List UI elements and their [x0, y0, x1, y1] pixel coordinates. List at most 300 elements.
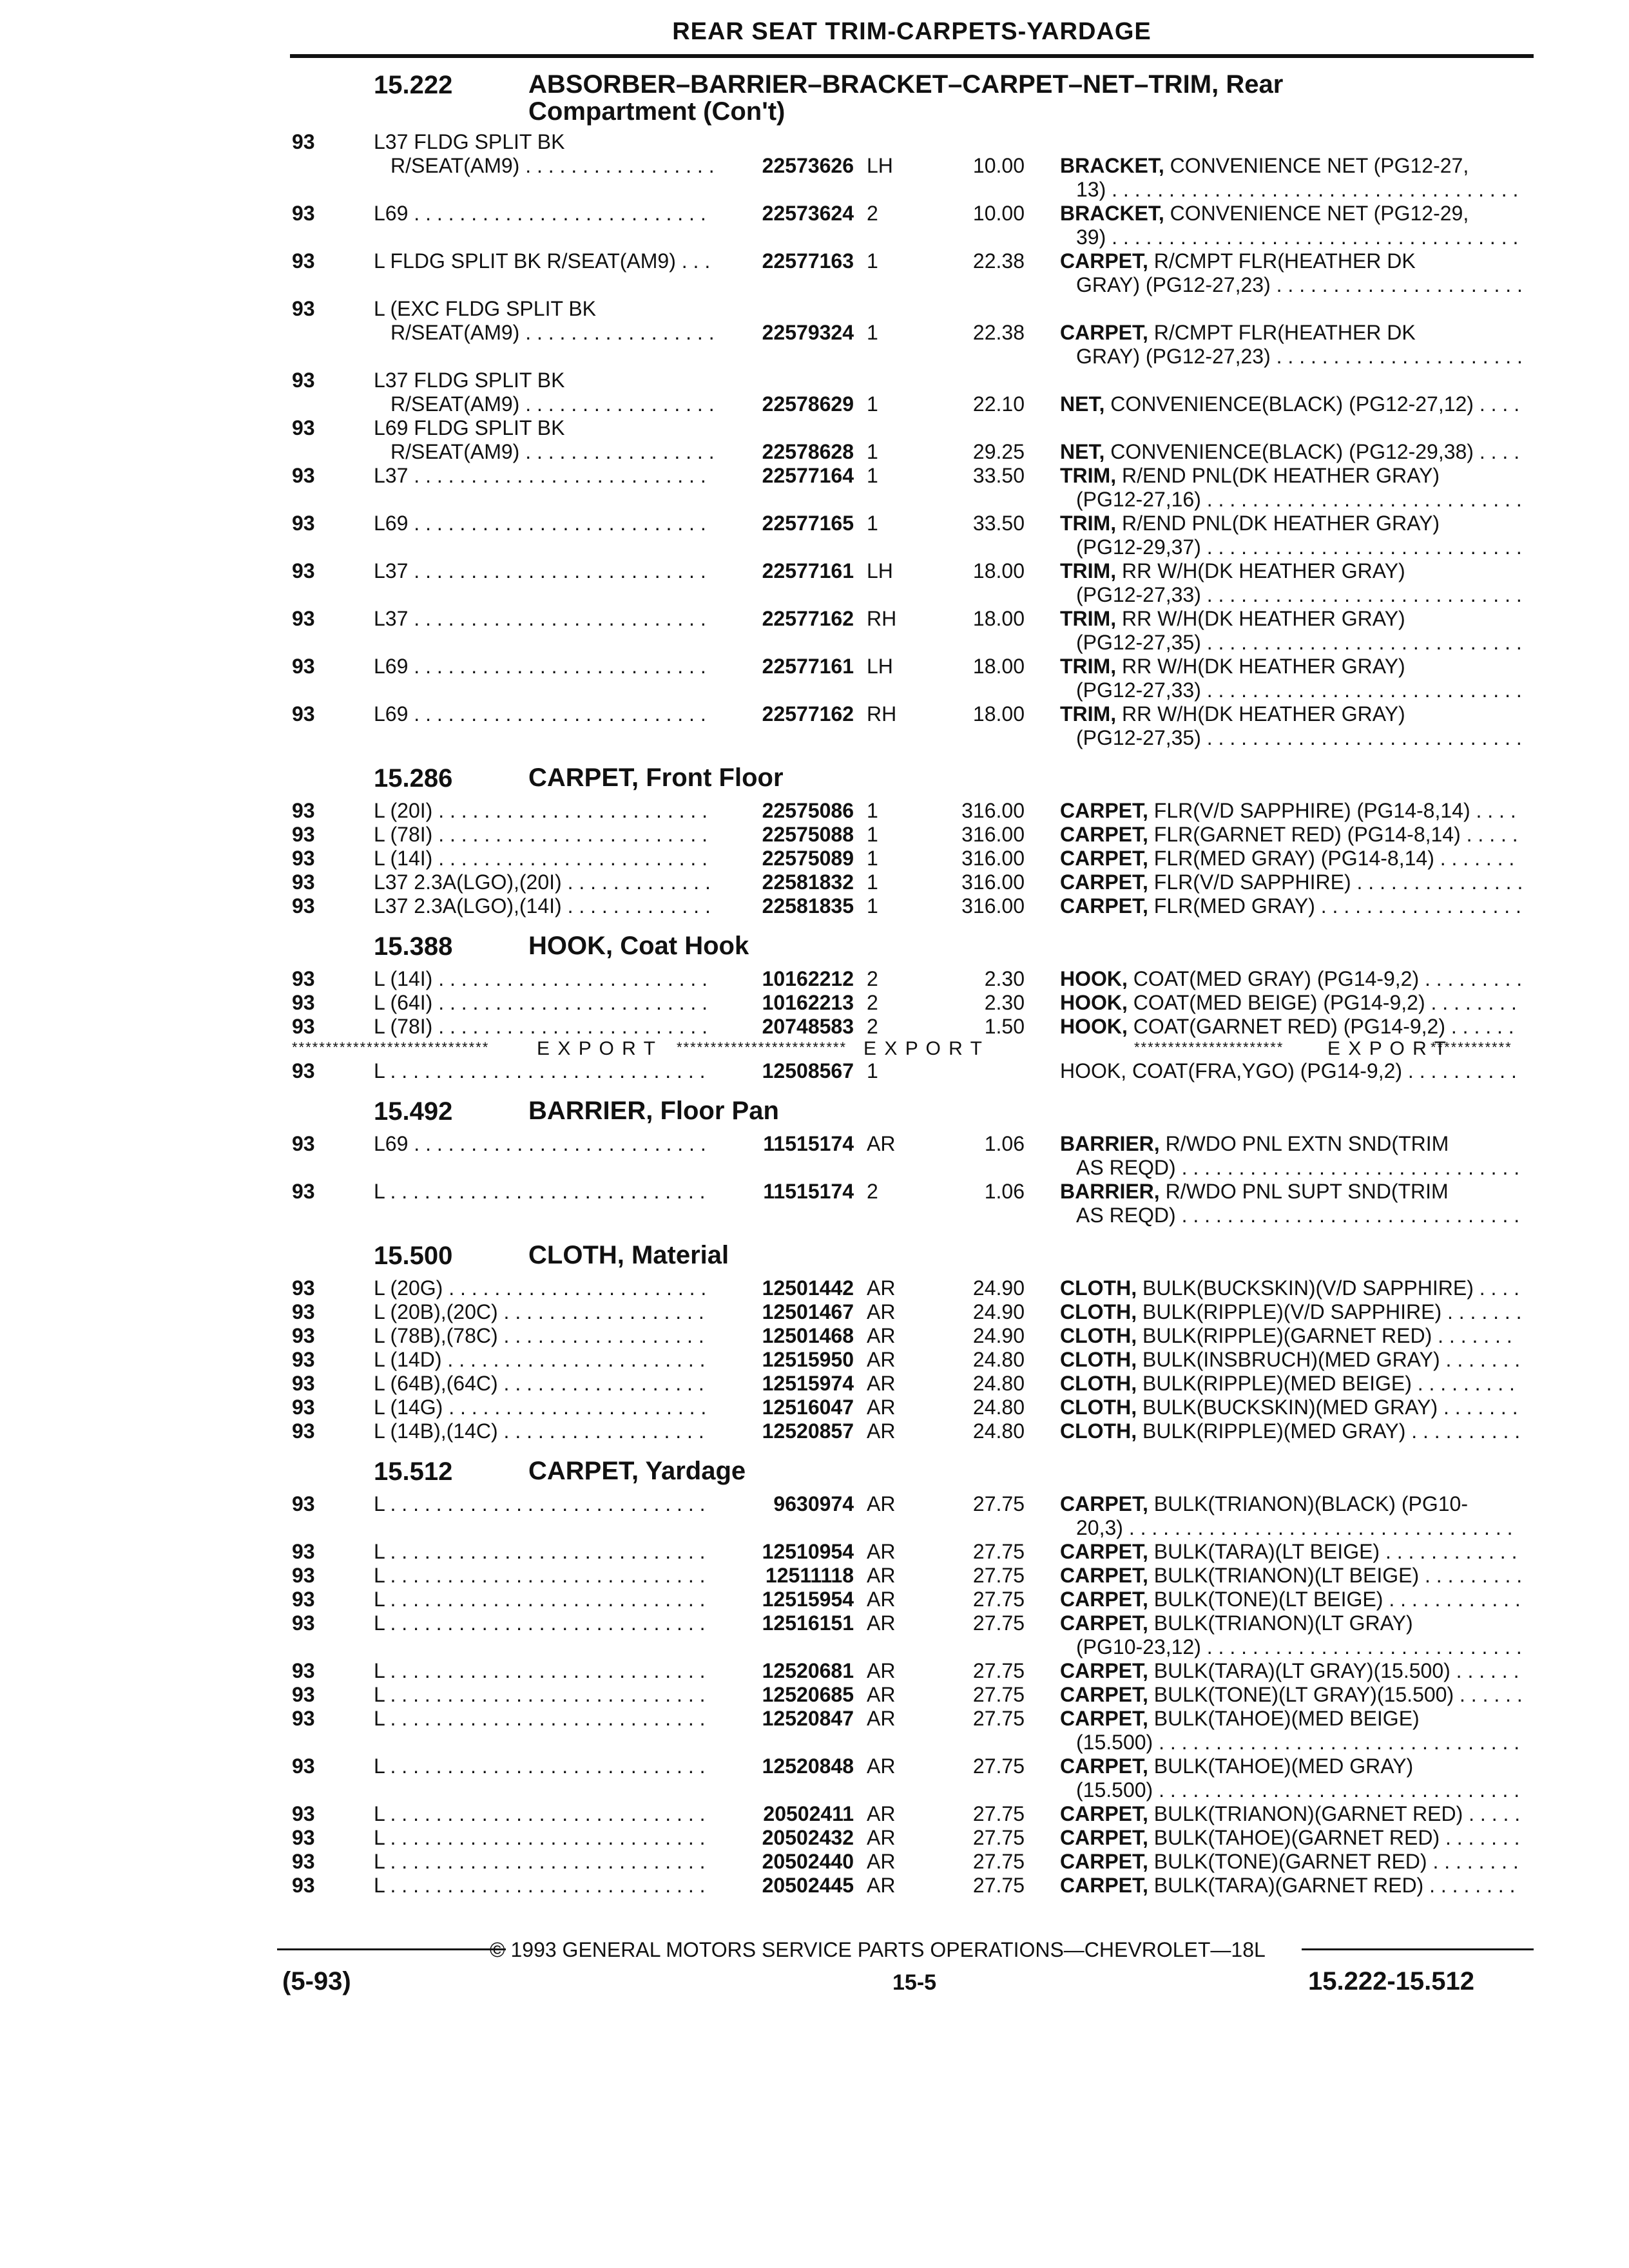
description-continued: AS REQD) . . . . . . . . . . . . . . . . . . . . . . . . . . . . . . [1076, 1156, 1520, 1179]
section-title-line: CARPET, Yardage [528, 1457, 746, 1485]
part-number: 12520681 [762, 1659, 854, 1682]
price: 316.00 [961, 823, 1025, 846]
quantity: 1 [867, 1059, 878, 1082]
price: 33.50 [972, 464, 1025, 487]
quantity: 1 [867, 321, 878, 344]
description-text: COAT(GARNET RED) (PG14-9,2) . . . . . . [1127, 1015, 1514, 1038]
price: 27.75 [972, 1850, 1025, 1873]
description-text: BULK(BUCKSKIN)(MED GRAY) . . . . . . . [1137, 1396, 1518, 1419]
part-number: 22577163 [762, 249, 854, 273]
quantity: 1 [867, 823, 878, 846]
part-number: 22578628 [762, 440, 854, 463]
section-heading [0, 66, 1629, 130]
export-leader: ************ [1431, 1039, 1512, 1055]
price: 27.75 [972, 1564, 1025, 1587]
quantity: AR [867, 1324, 896, 1347]
description-continued: (15.500) . . . . . . . . . . . . . . . . . . . . . . . . . . . . . . . . [1076, 1778, 1520, 1802]
model-year: 93 [292, 1659, 315, 1682]
model-year: 93 [292, 823, 315, 846]
part-number: 12515974 [762, 1372, 854, 1395]
part-row [0, 702, 1629, 750]
price: 1.50 [984, 1015, 1025, 1038]
description-text: CONVENIENCE NET (PG12-27, [1164, 154, 1469, 177]
part-row [0, 249, 1629, 297]
application: L . . . . . . . . . . . . . . . . . . . . . . . . . . . . [374, 1707, 706, 1730]
price: 24.80 [972, 1419, 1025, 1443]
description-keyword: CARPET, [1060, 1492, 1148, 1515]
footer-rule-right [1302, 1948, 1534, 1950]
description-continued: GRAY) (PG12-27,23) . . . . . . . . . . . . . . . . . . . . . . [1076, 273, 1523, 296]
part-row [0, 1492, 1629, 1540]
part-row [0, 1132, 1629, 1180]
application: L (20B),(20C) . . . . . . . . . . . . . . . . . . [374, 1300, 704, 1323]
model-year: 93 [292, 1826, 315, 1849]
price: 24.90 [972, 1276, 1025, 1300]
part-number: 10162212 [762, 967, 854, 990]
part-number: 12516047 [762, 1396, 854, 1419]
application: L37 2.3A(LGO),(20I) . . . . . . . . . . . . . [374, 870, 711, 894]
description-text: COAT(MED GRAY) (PG14-9,2) . . . . . . . . . [1127, 967, 1523, 990]
description-keyword: CLOTH, [1060, 1419, 1137, 1443]
part-number: 12520847 [762, 1707, 854, 1730]
quantity: AR [867, 1276, 896, 1300]
price: 27.75 [972, 1588, 1025, 1611]
part-number: 20502440 [762, 1850, 854, 1873]
application: L (64I) . . . . . . . . . . . . . . . . . . . . . . . . [374, 991, 708, 1014]
part-row [0, 1564, 1629, 1588]
price: 24.80 [972, 1348, 1025, 1371]
part-row [0, 1874, 1629, 1898]
quantity: 1 [867, 512, 878, 535]
model-year: 93 [292, 1348, 315, 1371]
description-continued: (PG12-27,35) . . . . . . . . . . . . . . . . . . . . . . . . . . . . [1076, 726, 1522, 749]
description [1060, 1540, 1517, 1564]
quantity: LH [867, 655, 893, 678]
quantity: AR [867, 1419, 896, 1443]
description-keyword: CARPET, [1060, 1826, 1148, 1849]
description [1060, 847, 1514, 870]
part-row [0, 1850, 1629, 1874]
application: L . . . . . . . . . . . . . . . . . . . . . . . . . . . . [374, 1564, 706, 1587]
quantity: AR [867, 1754, 896, 1778]
price: 316.00 [961, 847, 1025, 870]
model-year: 93 [292, 1874, 315, 1897]
date-code: (5-93) [282, 1967, 351, 1995]
application: L (78I) . . . . . . . . . . . . . . . . . . . . . . . . [374, 823, 708, 846]
model-year: 93 [292, 702, 315, 726]
description-keyword: CLOTH, [1060, 1396, 1137, 1419]
part-number: 12520848 [762, 1754, 854, 1778]
description-continued: AS REQD) . . . . . . . . . . . . . . . . . . . . . . . . . . . . . . [1076, 1204, 1520, 1227]
description-text: BULK(RIPPLE)(MED GRAY) . . . . . . . . . . [1137, 1419, 1521, 1443]
description [1060, 1372, 1515, 1396]
application: L (14D) . . . . . . . . . . . . . . . . . . . . . . . [374, 1348, 706, 1371]
application: L (14I) . . . . . . . . . . . . . . . . . . . . . . . . [374, 847, 708, 870]
description-continued: (PG12-27,35) . . . . . . . . . . . . . . . . . . . . . . . . . . . . [1076, 631, 1522, 654]
model-year: 93 [292, 130, 315, 153]
part-row [0, 1276, 1629, 1300]
section-number: 15.512 [374, 1457, 453, 1486]
section-title-line: HOOK, Coat Hook [528, 932, 749, 960]
description-keyword: CARPET, [1060, 1588, 1148, 1611]
price: 27.75 [972, 1802, 1025, 1825]
description-keyword: CARPET, [1060, 894, 1148, 918]
description [1060, 392, 1519, 416]
description-continued: (PG12-29,37) . . . . . . . . . . . . . . . . . . . . . . . . . . . . [1076, 535, 1522, 559]
model-year: 93 [292, 202, 315, 225]
description-continued: (PG10-23,12) . . . . . . . . . . . . . . . . . . . . . . . . . . . . [1076, 1635, 1522, 1658]
application: L (20I) . . . . . . . . . . . . . . . . . . . . . . . . [374, 799, 708, 822]
price: 316.00 [961, 894, 1025, 918]
description [1060, 1754, 1413, 1778]
model-year: 93 [292, 1492, 315, 1515]
model-year: 93 [292, 1419, 315, 1443]
section-title-line: ABSORBER–BARRIER–BRACKET–CARPET–NET–TRIM, Rear [528, 70, 1284, 99]
description [1060, 702, 1405, 726]
model-year: 93 [292, 512, 315, 535]
model-year: 93 [292, 1540, 315, 1563]
part-row [0, 847, 1629, 870]
application: L (20G) . . . . . . . . . . . . . . . . . . . . . . . [374, 1276, 707, 1300]
description [1060, 655, 1405, 678]
description-keyword: CLOTH, [1060, 1300, 1137, 1323]
description-text: BULK(TONE)(LT BEIGE) . . . . . . . . . . . . [1148, 1588, 1521, 1611]
price: 316.00 [961, 799, 1025, 822]
application: L69 . . . . . . . . . . . . . . . . . . . . . . . . . . [374, 1132, 706, 1155]
application: L37 . . . . . . . . . . . . . . . . . . . . . . . . . . [374, 464, 706, 487]
description-keyword: CARPET, [1060, 1802, 1148, 1825]
model-year: 93 [292, 1059, 315, 1082]
application: L (14I) . . . . . . . . . . . . . . . . . . . . . . . . [374, 967, 708, 990]
part-number: 12501467 [762, 1300, 854, 1323]
section-range: 15.222-15.512 [1308, 1967, 1475, 1995]
description-text: BULK(INSBRUCH)(MED GRAY) . . . . . . . [1137, 1348, 1521, 1371]
price: 27.75 [972, 1540, 1025, 1563]
part-row [0, 559, 1629, 607]
description [1060, 967, 1522, 991]
description-text: R/END PNL(DK HEATHER GRAY) [1116, 512, 1440, 535]
application: L69 . . . . . . . . . . . . . . . . . . . . . . . . . . [374, 702, 706, 726]
model-year: 93 [292, 1132, 315, 1155]
description-keyword: BARRIER, [1060, 1132, 1160, 1155]
price: 27.75 [972, 1611, 1025, 1635]
application: L69 FLDG SPLIT BK [374, 416, 565, 439]
description-text: R/WDO PNL SUPT SND(TRIM [1159, 1180, 1449, 1203]
description-keyword: BRACKET, [1060, 202, 1164, 225]
application: L . . . . . . . . . . . . . . . . . . . . . . . . . . . . [374, 1492, 706, 1515]
model-year: 93 [292, 1850, 315, 1873]
part-number: 20502411 [763, 1802, 854, 1825]
description [1060, 1683, 1523, 1707]
application: L . . . . . . . . . . . . . . . . . . . . . . . . . . . . [374, 1659, 706, 1682]
part-row [0, 202, 1629, 249]
part-number: 20502432 [762, 1826, 854, 1849]
description-text: CONVENIENCE NET (PG12-29, [1164, 202, 1469, 225]
price: 27.75 [972, 1492, 1025, 1515]
part-number: 22581835 [762, 894, 854, 918]
application: L . . . . . . . . . . . . . . . . . . . . . . . . . . . . [374, 1802, 706, 1825]
description [1060, 1132, 1449, 1156]
part-row [0, 369, 1629, 416]
description-text: BULK(TRIANON)(LT BEIGE) . . . . . . . . . [1148, 1564, 1523, 1587]
description [1060, 512, 1440, 535]
export-label: E X P O R T [537, 1038, 657, 1059]
part-number: 12501468 [762, 1324, 854, 1347]
price: 27.75 [972, 1754, 1025, 1778]
application: L37 FLDG SPLIT BK [374, 369, 565, 392]
description-keyword: CARPET, [1060, 1540, 1148, 1563]
description [1060, 440, 1519, 464]
quantity: AR [867, 1132, 896, 1155]
description-keyword: CARPET, [1060, 1564, 1148, 1587]
description [1060, 1707, 1420, 1731]
description-keyword: HOOK, [1060, 991, 1128, 1014]
section-title [528, 932, 1534, 959]
part-row [0, 1802, 1629, 1826]
description-keyword: CARPET, [1060, 1611, 1148, 1635]
price: 18.00 [972, 655, 1025, 678]
application: L . . . . . . . . . . . . . . . . . . . . . . . . . . . . [374, 1874, 706, 1897]
application: L (14G) . . . . . . . . . . . . . . . . . . . . . . . [374, 1396, 707, 1419]
description-text: BULK(TARA)(LT GRAY)(15.500) . . . . . . [1148, 1659, 1519, 1682]
description [1060, 1874, 1515, 1898]
part-number: 12516151 [762, 1611, 854, 1635]
description [1060, 1850, 1519, 1874]
model-year: 93 [292, 655, 315, 678]
price: 33.50 [972, 512, 1025, 535]
description-text: FLR(GARNET RED) (PG14-8,14) . . . . . [1148, 823, 1518, 846]
quantity: AR [867, 1348, 896, 1371]
price: 24.80 [972, 1396, 1025, 1419]
quantity: 1 [867, 464, 878, 487]
part-row [0, 1419, 1629, 1443]
part-number: 22581832 [762, 870, 854, 894]
section-number: 15.492 [374, 1097, 453, 1126]
description-text: BULK(TRIANON)(LT GRAY) [1148, 1611, 1413, 1635]
part-row [0, 1707, 1629, 1754]
quantity: AR [867, 1850, 896, 1873]
description [1060, 1419, 1520, 1443]
price: 22.38 [972, 249, 1025, 273]
description-keyword: TRIM, [1060, 512, 1117, 535]
description-text: BULK(RIPPLE)(GARNET RED) . . . . . . . [1137, 1324, 1512, 1347]
description [1060, 1564, 1522, 1588]
application: L37 FLDG SPLIT BK [374, 130, 565, 153]
model-year: 93 [292, 1300, 315, 1323]
model-year: 93 [292, 1611, 315, 1635]
model-year: 93 [292, 1802, 315, 1825]
part-row [0, 297, 1629, 369]
section-heading [0, 1092, 1629, 1132]
parts-listing [0, 66, 1629, 1898]
description-keyword: CARPET, [1060, 1754, 1148, 1778]
description [1060, 1396, 1518, 1419]
description-text: CONVENIENCE(BLACK) (PG12-29,38) . . . . [1104, 440, 1520, 463]
part-row [0, 967, 1629, 991]
description [1060, 607, 1405, 631]
part-number: 12511118 [765, 1564, 854, 1587]
part-row [0, 1372, 1629, 1396]
application: L . . . . . . . . . . . . . . . . . . . . . . . . . . . . [374, 1611, 706, 1635]
price: 2.30 [984, 991, 1025, 1014]
description-keyword: CARPET, [1060, 799, 1148, 822]
quantity: AR [867, 1802, 896, 1825]
model-year: 93 [292, 1564, 315, 1587]
description-text: COAT(MED BEIGE) (PG14-9,2) . . . . . . . . [1127, 991, 1517, 1014]
description-text: RR W/H(DK HEATHER GRAY) [1116, 655, 1405, 678]
price: 27.75 [972, 1707, 1025, 1730]
description [1060, 1588, 1521, 1611]
part-row [0, 607, 1629, 655]
description-keyword: CARPET, [1060, 1850, 1148, 1873]
quantity: AR [867, 1396, 896, 1419]
application: L37 . . . . . . . . . . . . . . . . . . . . . . . . . . [374, 559, 706, 582]
part-row [0, 464, 1629, 512]
section-title-line: CARPET, Front Floor [528, 764, 784, 792]
part-number: 11515174 [763, 1180, 854, 1203]
price: 27.75 [972, 1826, 1025, 1849]
description-keyword: CARPET, [1060, 1707, 1148, 1730]
quantity: AR [867, 1826, 896, 1849]
application: R/SEAT(AM9) . . . . . . . . . . . . . . . . . [390, 440, 715, 463]
export-separator [0, 1039, 1629, 1059]
export-label: E X P O R T [1327, 1038, 1447, 1059]
part-number: 10162213 [762, 991, 854, 1014]
description [1060, 249, 1416, 273]
part-row [0, 1683, 1629, 1707]
description [1060, 823, 1518, 847]
description-keyword: CLOTH, [1060, 1372, 1137, 1395]
quantity: 1 [867, 870, 878, 894]
model-year: 93 [292, 991, 315, 1014]
application: L (78I) . . . . . . . . . . . . . . . . . . . . . . . . [374, 1015, 708, 1038]
description [1060, 870, 1523, 894]
model-year: 93 [292, 1015, 315, 1038]
description-text: RR W/H(DK HEATHER GRAY) [1116, 607, 1405, 630]
description-keyword: TRIM, [1060, 559, 1117, 582]
description-text: FLR(MED GRAY) (PG14-8,14) . . . . . . . [1148, 847, 1515, 870]
description-keyword: CARPET, [1060, 870, 1148, 894]
price: 29.25 [972, 440, 1025, 463]
price: 24.80 [972, 1372, 1025, 1395]
description-keyword: CARPET, [1060, 1874, 1148, 1897]
quantity: 2 [867, 1180, 878, 1203]
model-year: 93 [292, 1180, 315, 1203]
description-keyword: HOOK, [1060, 1015, 1128, 1038]
model-year: 93 [292, 847, 315, 870]
price: 24.90 [972, 1300, 1025, 1323]
quantity: AR [867, 1492, 896, 1515]
model-year: 93 [292, 249, 315, 273]
part-row [0, 1754, 1629, 1802]
description-continued: 20,3) . . . . . . . . . . . . . . . . . . . . . . . . . . . . . . . . . . [1076, 1516, 1513, 1539]
description-text: BULK(TAHOE)(MED GRAY) [1148, 1754, 1414, 1778]
application: L69 . . . . . . . . . . . . . . . . . . . . . . . . . . [374, 202, 706, 225]
part-number: 22575089 [762, 847, 854, 870]
application: L . . . . . . . . . . . . . . . . . . . . . . . . . . . . [374, 1059, 706, 1082]
description-text: RR W/H(DK HEATHER GRAY) [1116, 702, 1405, 726]
model-year: 93 [292, 559, 315, 582]
description-text: BULK(BUCKSKIN)(V/D SAPPHIRE) . . . . [1137, 1276, 1519, 1300]
quantity: 1 [867, 440, 878, 463]
price: 18.00 [972, 702, 1025, 726]
application: L . . . . . . . . . . . . . . . . . . . . . . . . . . . . [374, 1683, 706, 1706]
part-row [0, 1059, 1629, 1083]
page-title: REAR SEAT TRIM-CARPETS-YARDAGE [672, 18, 1152, 45]
section-heading [0, 1452, 1629, 1492]
quantity: AR [867, 1707, 896, 1730]
quantity: LH [867, 154, 893, 177]
description-text: R/CMPT FLR(HEATHER DK [1148, 249, 1416, 273]
description-keyword: TRIM, [1060, 607, 1117, 630]
section-heading [0, 1236, 1629, 1276]
export-leader: ********************** [1134, 1039, 1284, 1055]
section-title [528, 1242, 1534, 1269]
part-number: 12515950 [762, 1348, 854, 1371]
model-year: 93 [292, 967, 315, 990]
quantity: RH [867, 607, 897, 630]
description-continued: (PG12-27,33) . . . . . . . . . . . . . . . . . . . . . . . . . . . . [1076, 583, 1522, 606]
description [1060, 464, 1440, 488]
price: 18.00 [972, 607, 1025, 630]
description-keyword: CLOTH, [1060, 1348, 1137, 1371]
section-number: 15.500 [374, 1242, 453, 1270]
part-row [0, 1826, 1629, 1850]
application: L37 2.3A(LGO),(14I) . . . . . . . . . . . . . [374, 894, 711, 918]
quantity: AR [867, 1683, 896, 1706]
part-row [0, 655, 1629, 702]
part-row [0, 1611, 1629, 1659]
part-number: 22575086 [762, 799, 854, 822]
price: 24.90 [972, 1324, 1025, 1347]
description [1060, 1180, 1449, 1204]
description-keyword: CARPET, [1060, 321, 1148, 344]
part-number: 22579324 [762, 321, 854, 344]
description-text: R/WDO PNL EXTN SND(TRIM [1159, 1132, 1449, 1155]
part-row [0, 1396, 1629, 1419]
description-text: R/END PNL(DK HEATHER GRAY) [1116, 464, 1440, 487]
part-row [0, 416, 1629, 464]
description [1060, 1826, 1520, 1850]
section-number: 15.388 [374, 932, 453, 961]
description [1060, 1348, 1520, 1372]
description [1060, 991, 1517, 1015]
section-heading [0, 759, 1629, 799]
model-year: 93 [292, 1683, 315, 1706]
description-text: BULK(TAHOE)(GARNET RED) . . . . . . . [1148, 1826, 1520, 1849]
description-text: BULK(RIPPLE)(MED BEIGE) . . . . . . . . . [1137, 1372, 1515, 1395]
description-keyword: TRIM, [1060, 702, 1117, 726]
description-keyword: HOOK, [1060, 967, 1128, 990]
quantity: AR [867, 1564, 896, 1587]
part-number: 22573626 [762, 154, 854, 177]
description-keyword: CARPET, [1060, 847, 1148, 870]
header-rule [290, 54, 1534, 58]
export-label: E X P O R T [863, 1038, 983, 1059]
description [1060, 1802, 1520, 1826]
quantity: 1 [867, 847, 878, 870]
part-number: 20748583 [762, 1015, 854, 1038]
application: L . . . . . . . . . . . . . . . . . . . . . . . . . . . . [374, 1826, 706, 1849]
quantity: AR [867, 1588, 896, 1611]
description-continued: (15.500) . . . . . . . . . . . . . . . . . . . . . . . . . . . . . . . . [1076, 1731, 1520, 1754]
part-number: 12520685 [762, 1683, 854, 1706]
price: 10.00 [972, 154, 1025, 177]
part-row [0, 1180, 1629, 1227]
quantity: 1 [867, 799, 878, 822]
part-number: 12501442 [762, 1276, 854, 1300]
description-text: BULK(TAHOE)(MED BEIGE) [1148, 1707, 1420, 1730]
